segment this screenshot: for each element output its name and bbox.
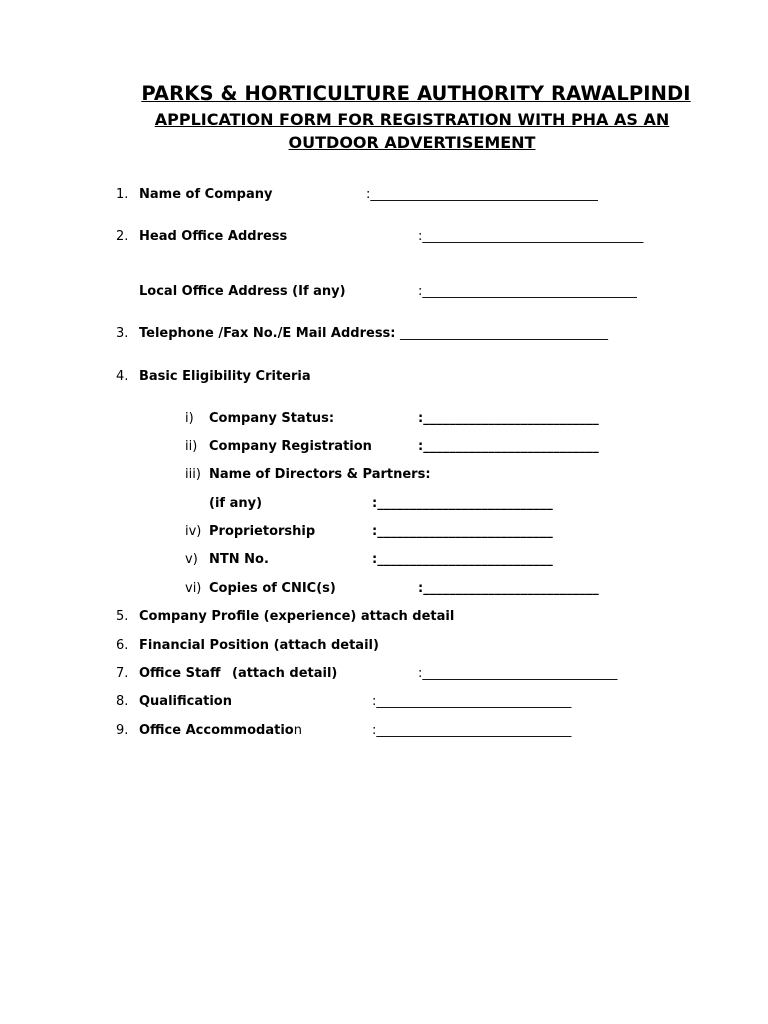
directors-label: Name of Directors & Partners: [209,467,431,482]
qualification-field[interactable]: :______________________________ [372,694,572,709]
authority-title: PARKS & HORTICULTURE AUTHORITY RAWALPINDI [141,82,691,105]
sub-item-number: i) [185,411,194,426]
sub-item-number: iii) [185,467,201,482]
financial-label: Financial Position (attach detail) [139,638,379,653]
proprietorship-label: Proprietorship [209,524,316,539]
accommodation-label-main: Office Accommodatio [139,723,294,738]
qualification-label: Qualification [139,694,232,709]
item-number: 5. [116,609,129,624]
directors-field[interactable]: :___________________________ [372,496,553,511]
item-number: 8. [116,694,129,709]
ntn-label: NTN No. [209,552,269,567]
item-number: 7. [116,666,129,681]
cnic-field[interactable]: :___________________________ [418,581,599,596]
local-office-label: Local Office Address (If any) [139,284,346,299]
head-office-label: Head Office Address [139,229,288,244]
telephone-field[interactable]: ________________________________ [400,326,608,341]
sub-item-number: iv) [185,524,202,539]
staff-field[interactable]: :______________________________ [418,666,618,681]
staff-label-tail: (attach detail) [232,666,338,681]
item-number: 1. [116,187,129,202]
accommodation-field[interactable]: :______________________________ [372,723,572,738]
company-name-field[interactable]: :___________________________________ [366,187,598,202]
sub-item-number: v) [185,552,198,567]
accommodation-label [139,723,302,738]
eligibility-label: Basic Eligibility Criteria [139,369,311,384]
cnic-label: Copies of CNIC(s) [209,581,336,596]
company-name-label: Name of Company [139,187,273,202]
staff-label: Office Staff [139,666,221,681]
company-status-field[interactable]: :___________________________ [418,411,599,426]
sub-item-number: vi) [185,581,202,596]
proprietorship-field[interactable]: :___________________________ [372,524,553,539]
ntn-field[interactable]: :___________________________ [372,552,553,567]
company-status-label: Company Status: [209,411,335,426]
company-registration-label: Company Registration [209,439,372,454]
item-number: 3. [116,326,129,341]
item-number: 6. [116,638,129,653]
head-office-field[interactable]: :__________________________________ [418,229,644,244]
local-office-field[interactable]: :_________________________________ [418,284,637,299]
profile-label: Company Profile (experience) attach detail [139,609,455,624]
if-any-label: (if any) [209,496,263,511]
item-number: 4. [116,369,129,384]
sub-item-number: ii) [185,439,198,454]
form-subtitle: APPLICATION FORM FOR REGISTRATION WITH PHA AS AN OUTDOOR ADVERTISEMENT [154,110,670,152]
item-number: 9. [116,723,129,738]
telephone-label: Telephone /Fax No./E Mail Address: [139,326,396,341]
company-registration-field[interactable]: :___________________________ [418,439,599,454]
accommodation-label-tail: n [293,723,302,738]
item-number: 2. [116,229,129,244]
